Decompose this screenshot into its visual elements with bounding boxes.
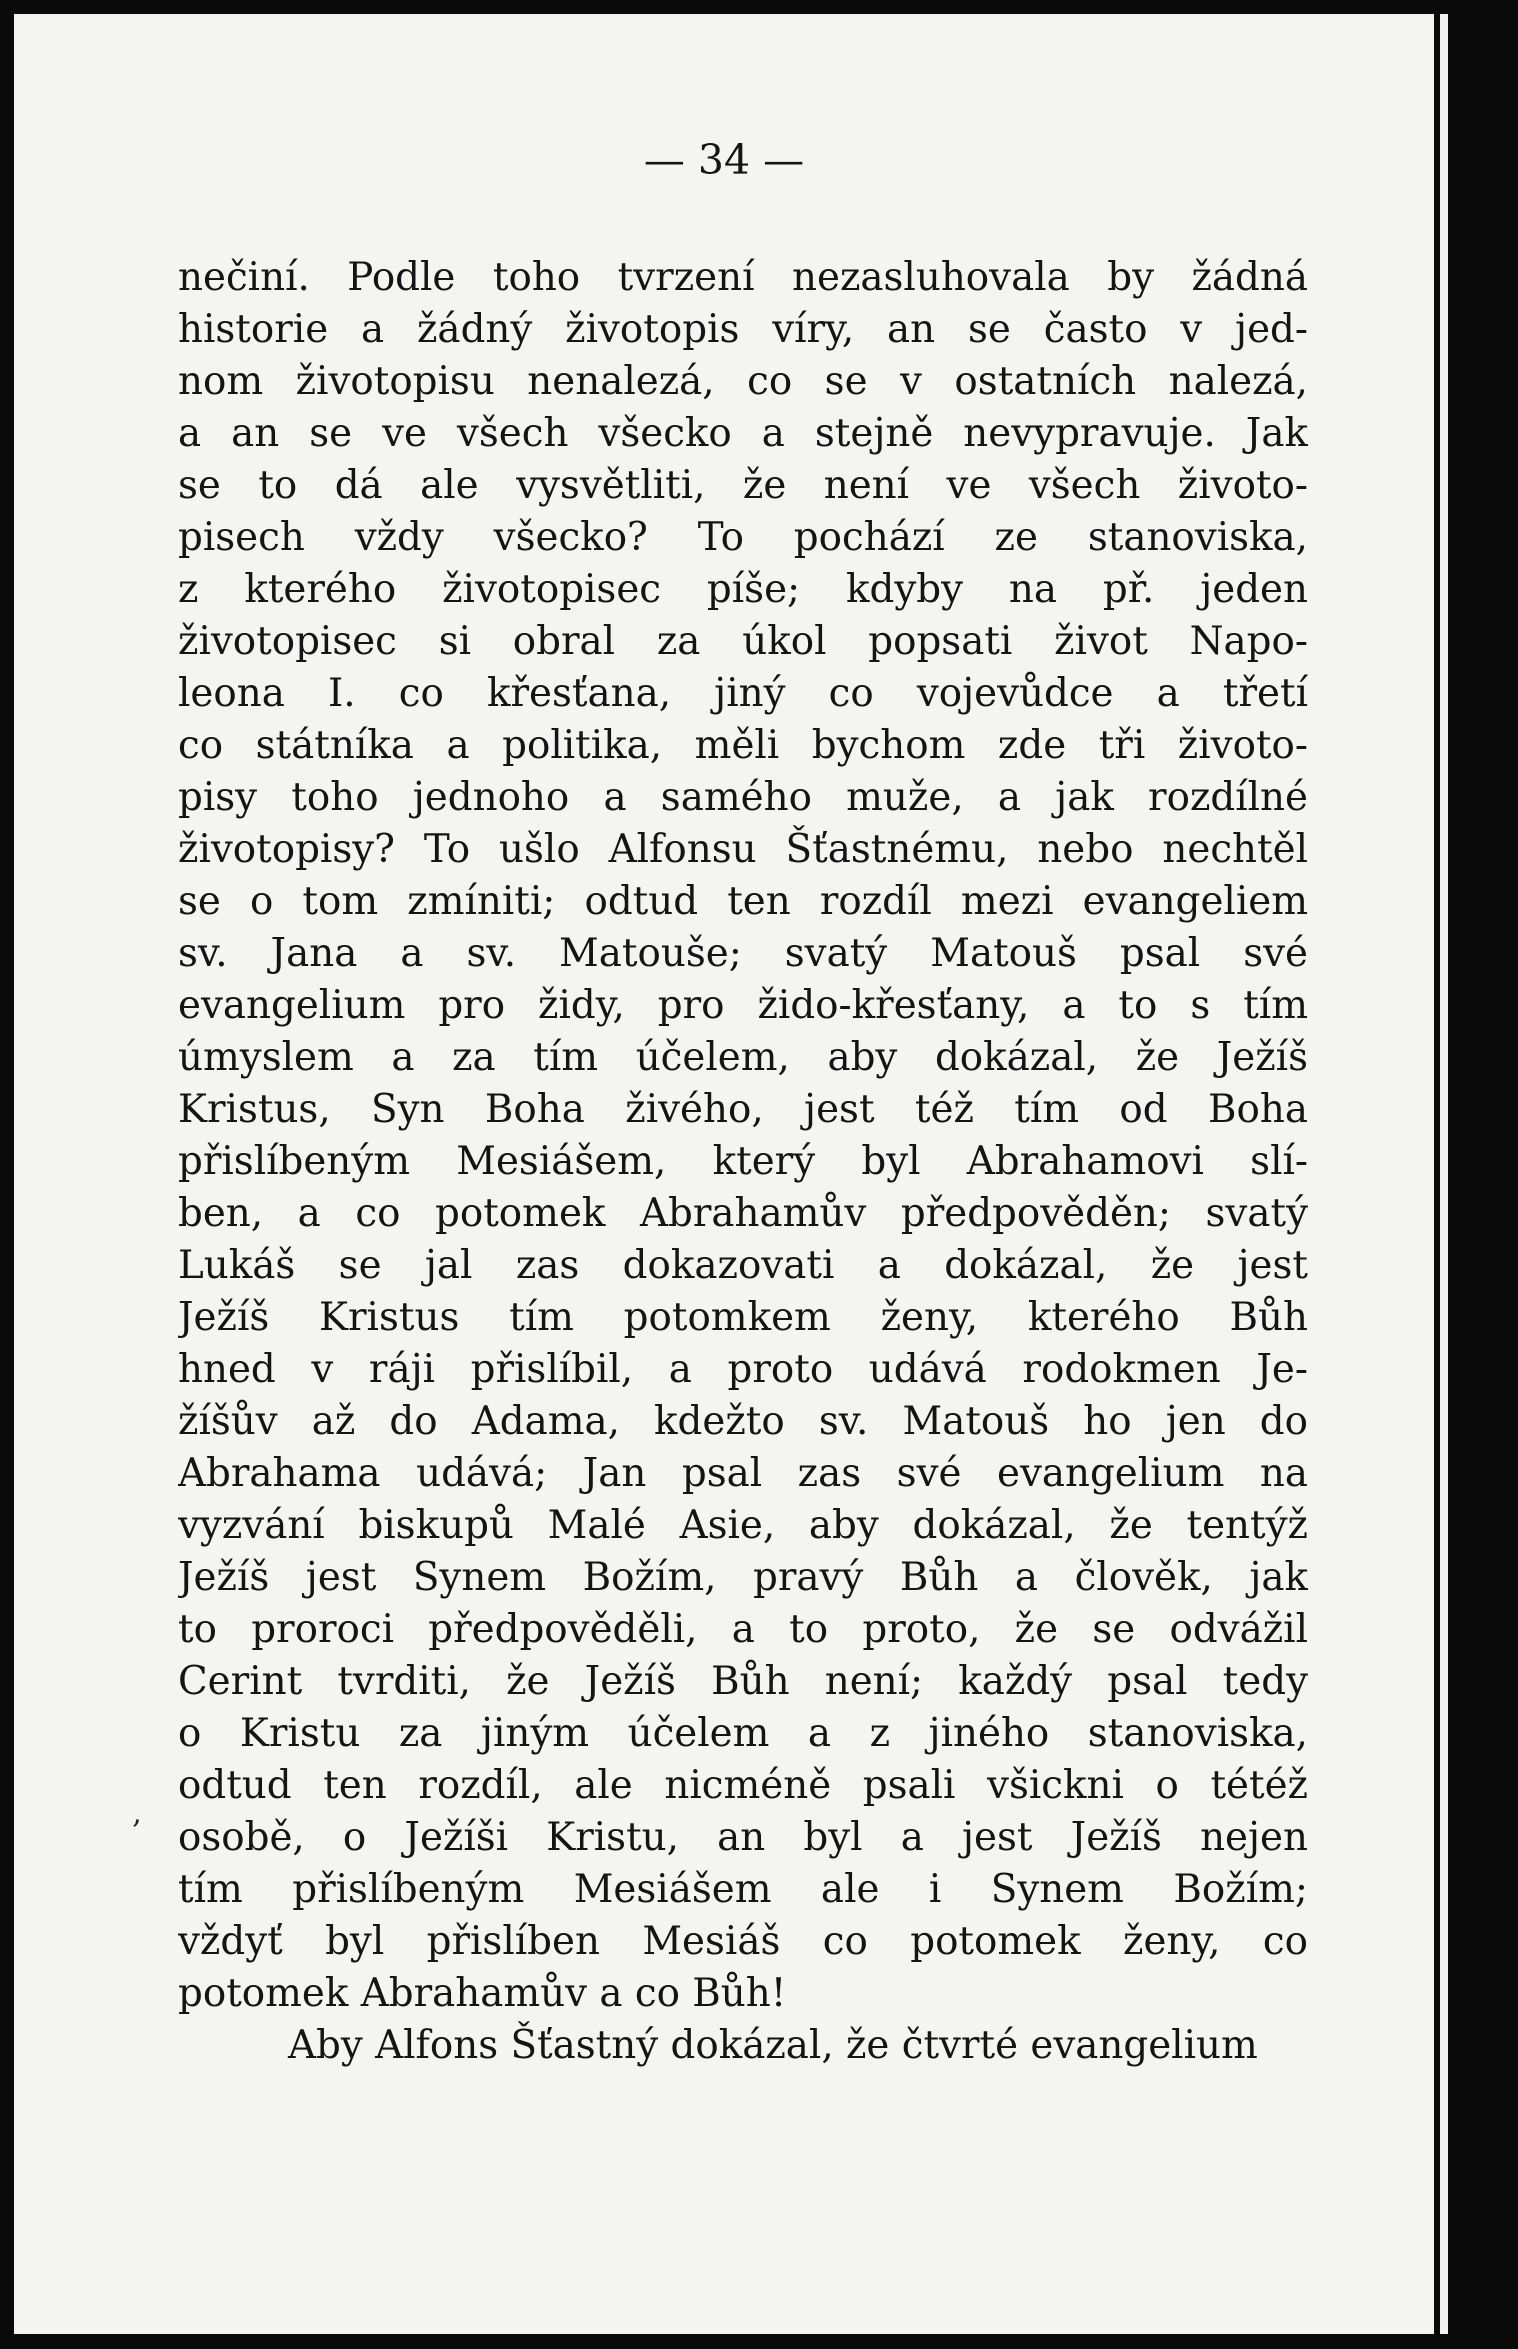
text-line: tím přislíbeným Mesiášem ale i Synem Božím; bbox=[178, 1867, 1308, 1912]
text-line: to proroci předpověděli, a to proto, že se odvážil bbox=[178, 1607, 1308, 1652]
text-line: Ježíš Kristus tím potomkem ženy, kterého Bůh bbox=[178, 1295, 1308, 1340]
page-number: — 34 — bbox=[643, 136, 805, 184]
text-line: Kristus, Syn Boha živého, jest též tím od Boha bbox=[178, 1087, 1308, 1132]
text-line: pisech vždy všecko? To pochází ze stanoviska, bbox=[178, 515, 1308, 560]
text-line: se o tom zmíniti; odtud ten rozdíl mezi evangeliem bbox=[178, 879, 1308, 924]
text-line: ben, a co potomek Abrahamův předpověděn; svatý bbox=[178, 1191, 1308, 1236]
text-line: životopisec si obral za úkol popsati život Napo- bbox=[178, 619, 1308, 664]
text-line: nečiní. Podle toho tvrzení nezasluhovala by žádná bbox=[178, 255, 1308, 300]
text-line: evangelium pro židy, pro žido-křesťany, a to s tím bbox=[178, 983, 1308, 1028]
text-line: osobě, o Ježíši Kristu, an byl a jest Ježíš nejen bbox=[178, 1815, 1308, 1860]
text-line: leona I. co křesťana, jiný co vojevůdce a třetí bbox=[178, 671, 1308, 716]
text-line: vždyť byl přislíben Mesiáš co potomek ženy, co bbox=[178, 1919, 1308, 1964]
text-line: Cerint tvrditi, že Ježíš Bůh není; každý psal tedy bbox=[178, 1659, 1308, 1704]
text-line: z kterého životopisec píše; kdyby na př. jeden bbox=[178, 567, 1308, 612]
text-line: Aby Alfons Šťastný dokázal, že čtvrté evangelium bbox=[288, 2023, 1258, 2068]
text-line: sv. Jana a sv. Matouše; svatý Matouš psal své bbox=[178, 931, 1308, 976]
text-line: Lukáš se jal zas dokazovati a dokázal, že jest bbox=[178, 1243, 1308, 1288]
text-line: odtud ten rozdíl, ale nicméně psali všickni o tétéž bbox=[178, 1763, 1308, 1808]
text-line: vyzvání biskupů Malé Asie, aby dokázal, že tentýž bbox=[178, 1503, 1308, 1548]
text-line: se to dá ale vysvětliti, že není ve všech životo- bbox=[178, 463, 1308, 508]
text-line: Ježíš jest Synem Božím, pravý Bůh a člověk, jak bbox=[178, 1555, 1308, 1600]
text-line: co státníka a politika, měli bychom zde tři životo- bbox=[178, 723, 1308, 768]
text-line: přislíbeným Mesiášem, který byl Abrahamovi slí- bbox=[178, 1139, 1308, 1184]
text-line: o Kristu za jiným účelem a z jiného stanoviska, bbox=[178, 1711, 1308, 1756]
book-page bbox=[14, 14, 1434, 2334]
text-line: životopisy? To ušlo Alfonsu Šťastnému, nebo nechtěl bbox=[178, 827, 1308, 872]
text-line: historie a žádný životopis víry, an se často v jed- bbox=[178, 307, 1308, 352]
text-line: hned v ráji přislíbil, a proto udává rodokmen Je- bbox=[178, 1347, 1308, 1392]
text-line: žíšův až do Adama, kdežto sv. Matouš ho jen do bbox=[178, 1399, 1308, 1444]
margin-mark: ‚ bbox=[132, 1796, 142, 1831]
text-line: nom životopisu nenalezá, co se v ostatních nalezá, bbox=[178, 359, 1308, 404]
text-line: potomek Abrahamův a co Bůh! bbox=[178, 1971, 787, 2016]
text-line: úmyslem a za tím účelem, aby dokázal, že Ježíš bbox=[178, 1035, 1308, 1080]
text-line: pisy toho jednoho a samého muže, a jak rozdílné bbox=[178, 775, 1308, 820]
text-line: Abrahama udává; Jan psal zas své evangelium na bbox=[178, 1451, 1308, 1496]
body-text bbox=[178, 252, 1308, 2072]
adjacent-page-edge bbox=[1440, 14, 1448, 2334]
text-line: a an se ve všech všecko a stejně nevypravuje. Jak bbox=[178, 411, 1308, 456]
